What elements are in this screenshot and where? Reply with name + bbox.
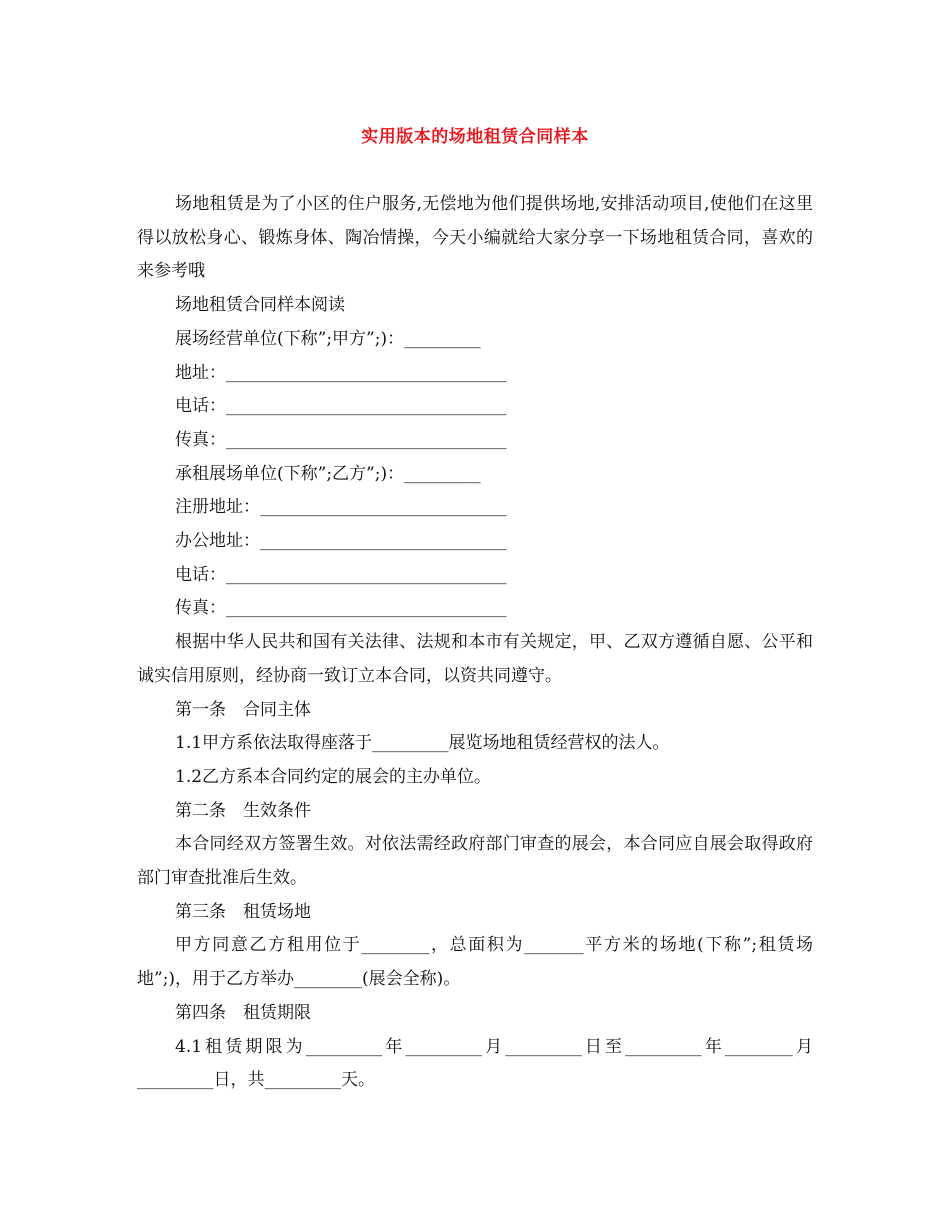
article-2-heading: 第二条 生效条件: [175, 800, 311, 821]
document-body: [137, 188, 813, 1098]
clause-1-1: 1.1甲方系依法取得座落于_________展览场地租赁经营权的法人。: [175, 733, 670, 754]
basis-paragraph: 根据中华人民共和国有关法律、法规和本市有关规定，甲、乙双方遵循自愿、公平和诚实信用原则，经协商一致订立本合同，以资共同遵守。: [137, 632, 813, 686]
party-a-fax-field: 传真：_________________________________: [175, 429, 507, 450]
party-a-address-field: 地址：_________________________________: [175, 362, 507, 383]
subtitle-line: 场地租赁合同样本阅读: [175, 295, 345, 316]
article-3-text: 甲方同意乙方租用位于________，总面积为_______平方米的场地(下称”;租赁场地”;)，用于乙方举办________(展会全称)。: [137, 935, 813, 990]
party-b-office-address-field: 办公地址：_____________________________: [175, 531, 507, 552]
party-a-unit-field: 展场经营单位(下称”;甲方”;)：_________: [175, 328, 481, 349]
article-2-text: 本合同经双方签署生效。对依法需经政府部门审查的展会，本合同应自展会取得政府部门审查批准后生效。: [137, 834, 813, 889]
document-title: 实用版本的场地租赁合同样本: [361, 127, 589, 147]
intro-paragraph: 场地租赁是为了小区的住户服务,无偿地为他们提供场地,安排活动项目,使他们在这里得以放松身心、锻炼身体、陶冶情操，今天小编就给大家分享一下场地租赁合同，喜欢的来参考哦: [137, 194, 813, 282]
article-4-heading: 第四条 租赁期限: [175, 1002, 311, 1023]
party-b-phone-field: 电话：_________________________________: [175, 564, 507, 585]
article-1-heading: 第一条 合同主体: [175, 699, 311, 720]
party-b-fax-field: 传真：_________________________________: [175, 598, 507, 619]
party-b-registered-address-field: 注册地址：_____________________________: [175, 497, 507, 518]
clause-4-1: 4.1租赁期限为_________年_________月_________日至_________年________月_________日，共_________天。: [137, 1036, 813, 1091]
article-3-heading: 第三条 租赁场地: [175, 901, 311, 922]
party-b-unit-field: 承租展场单位(下称”;乙方”;)：_________: [175, 463, 481, 484]
party-a-phone-field: 电话：_________________________________: [175, 396, 507, 417]
clause-1-2: 1.2乙方系本合同约定的展会的主办单位。: [175, 766, 492, 787]
